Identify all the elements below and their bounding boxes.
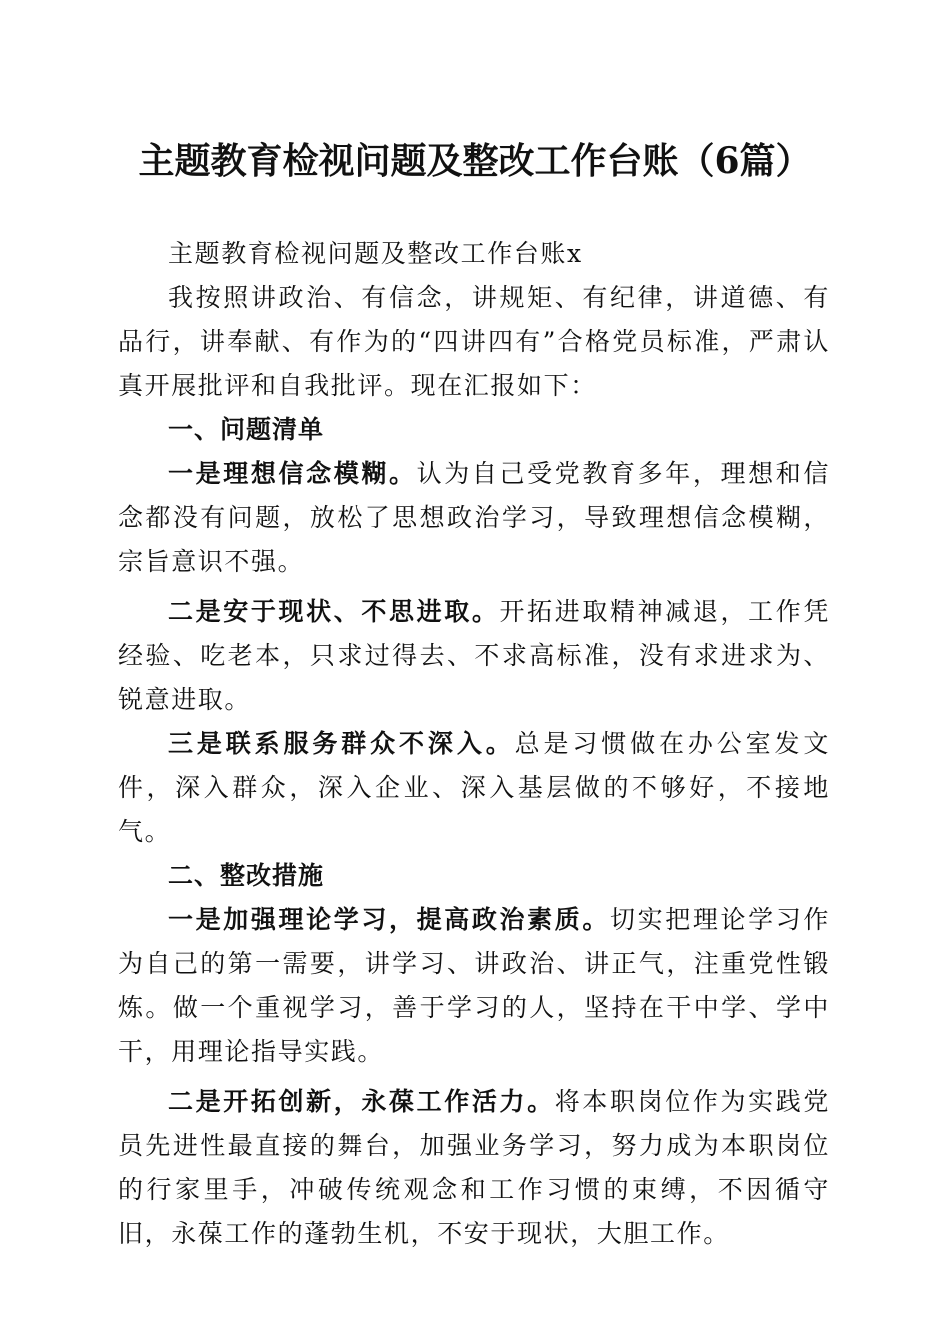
problem-item-1 [118, 452, 830, 584]
section-heading-problems: 一、问题清单 [168, 415, 325, 444]
problem-item-3 [118, 722, 830, 854]
problem-item-2 [118, 590, 830, 722]
measure-item-2-lead: 二是开拓创新，永葆工作活力。 [168, 1087, 555, 1116]
measure-item-1 [118, 898, 830, 1074]
section-heading-measures: 二、整改措施 [168, 861, 325, 890]
measure-item-2-text: 将本职岗位作为实践党员先进性最直接的舞台，加强业务学习，努力成为本职岗位的行家里手，冲破传统观念和工作习惯的束缚，不因循守旧，永葆工作的蓬勃生机，不安于现状，大胆工作。 [118, 1087, 830, 1248]
problem-item-1-text: 认为自己受党教育多年，理想和信念都没有问题，放松了思想政治学习，导致理想信念模糊，宗旨意识不强。 [118, 459, 830, 576]
intro-paragraph: 我按照讲政治、有信念，讲规矩、有纪律，讲道德、有品行，讲奉献、有作为的“四讲四有”合格党员标准，严肃认真开展批评和自我批评。现在汇报如下： [118, 283, 830, 400]
measure-item-1-lead: 一是加强理论学习，提高政治素质。 [168, 905, 611, 934]
problem-item-3-text: 总是习惯做在办公室发文件，深入群众，深入企业、深入基层做的不够好，不接地气。 [118, 729, 830, 846]
document-body [118, 232, 830, 1256]
problem-item-2-lead: 二是安于现状、不思进取。 [168, 597, 500, 626]
problem-item-2-text: 开拓进取精神减退，工作凭经验、吃老本，只求过得去、不求高标准，没有求进求为、锐意进取。 [118, 597, 831, 714]
document-subtitle: 主题教育检视问题及整改工作台账x [168, 239, 583, 268]
measure-item-2 [118, 1080, 830, 1256]
problem-item-3-lead: 三是联系服务群众不深入。 [168, 729, 515, 758]
measure-item-1-text: 切实把理论学习作为自己的第一需要，讲学习、讲政治、讲正气，注重党性锻炼。做一个重视学习，善于学习的人，坚持在干中学、学中干，用理论指导实践。 [118, 905, 830, 1066]
document-title: 主题教育检视问题及整改工作台账（6篇） [138, 140, 812, 182]
problem-item-1-lead: 一是理想信念模糊。 [168, 459, 417, 488]
